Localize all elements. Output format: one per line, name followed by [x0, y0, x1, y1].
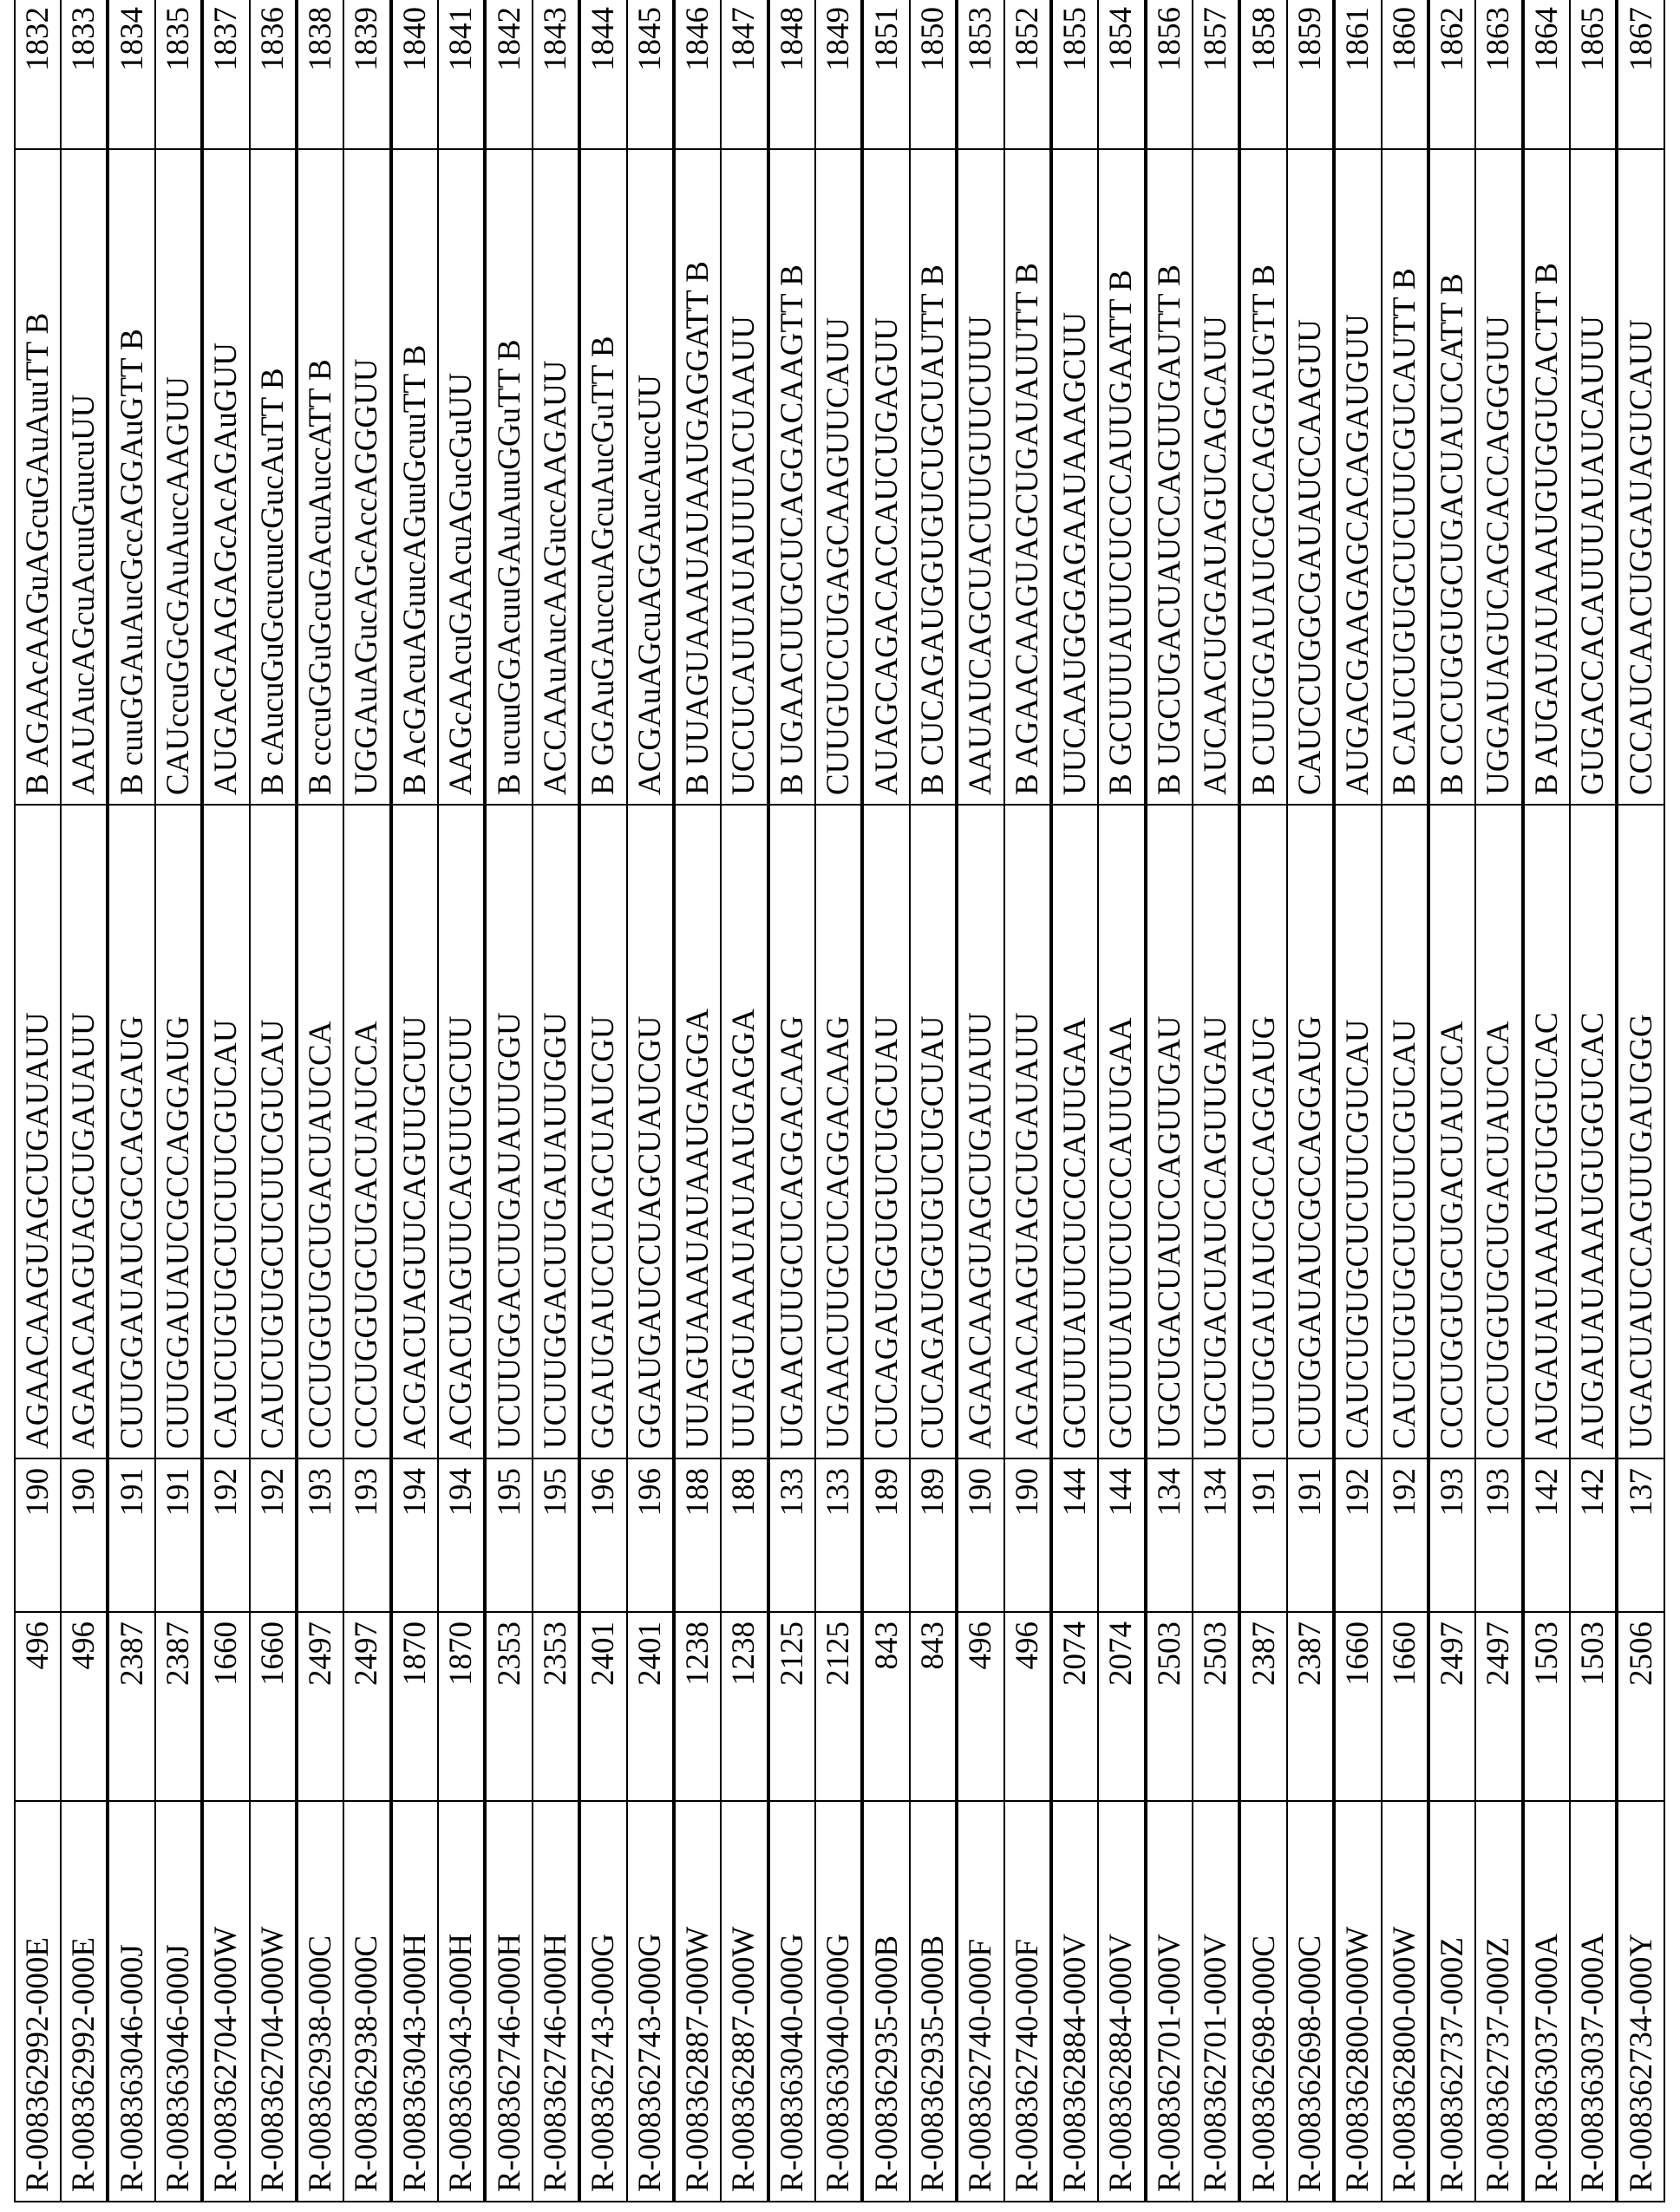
seq-id-cell: 1841 [438, 0, 485, 149]
duplex-id-cell: R-008362743-000G [627, 1801, 674, 2202]
seq-id-cell: 1838 [297, 0, 343, 149]
target-sequence-cell: CCCUGGUGCUGACUAUCCA [297, 805, 343, 1458]
duplex-id-cell: R-008363043-000H [391, 1801, 438, 2202]
duplex-id-cell: R-008362887-000W [721, 1801, 768, 2202]
table-row [250, 0, 297, 2202]
seq-id-cell: 1836 [250, 0, 297, 149]
duplex-id-cell: R-008362701-000V [1146, 1801, 1193, 2202]
region-cell: 188 [721, 1458, 768, 1612]
target-sequence-cell: UCUUGGACUUGAUAUUGGU [533, 805, 579, 1458]
position-cell: 496 [15, 1612, 61, 1801]
target-sequence-cell: CUUGGAUAUCGCCAGGAUG [155, 805, 202, 1458]
duplex-id-cell: R-008363046-000J [155, 1801, 202, 2202]
target-sequence-cell: CAUCUGUGCUCUUCGUCAU [202, 805, 249, 1458]
modified-sequence-cell: ACGAuAGcuAGGAucAuccUU [627, 149, 674, 805]
table-row [485, 0, 532, 2202]
region-cell: 134 [1193, 1458, 1239, 1612]
region-cell: 196 [579, 1458, 626, 1612]
target-sequence-cell: AUGAUAUAAAUGUGGUCAC [1523, 805, 1570, 1458]
target-sequence-cell: CUCAGAUGGUGUCUGCUAU [910, 805, 957, 1458]
table-row [61, 0, 108, 2202]
modified-sequence-cell: B cuuGGAuAucGccAGGAuGTT B [108, 149, 154, 805]
target-sequence-cell: UGAACUUGCUCAGGACAAG [768, 805, 815, 1458]
target-sequence-cell: AUGAUAUAAAUGUGGUCAC [1570, 805, 1617, 1458]
target-sequence-cell: CAUCUGUGCUCUUCGUCAU [1382, 805, 1428, 1458]
target-sequence-cell: UGCUGACUAUCCAGUUGAU [1146, 805, 1193, 1458]
region-cell: 190 [957, 1458, 1003, 1612]
region-cell: 194 [391, 1458, 438, 1612]
table-row [438, 0, 485, 2202]
seq-id-cell: 1839 [343, 0, 390, 149]
position-cell: 1870 [438, 1612, 485, 1801]
duplex-id-cell: R-008362992-000E [61, 1801, 108, 2202]
modified-sequence-cell: B AUGAUAUAAAUGUGGUCACTT B [1523, 149, 1570, 805]
seq-id-cell: 1855 [1051, 0, 1098, 149]
modified-sequence-cell: ACCAAuAucAAGuccAAGAUU [533, 149, 579, 805]
seq-id-cell: 1863 [1475, 0, 1522, 149]
table-row [1570, 0, 1617, 2202]
seq-id-cell: 1835 [155, 0, 202, 149]
duplex-id-cell: R-008362698-000C [1287, 1801, 1334, 2202]
table-row [1382, 0, 1428, 2202]
sirna-sequence-table [14, 0, 1665, 2202]
seq-id-cell: 1845 [627, 0, 674, 149]
position-cell: 2387 [108, 1612, 154, 1801]
target-sequence-cell: CUUGGAUAUCGCCAGGAUG [108, 805, 154, 1458]
region-cell: 188 [674, 1458, 721, 1612]
target-sequence-cell: AGAACAAGUAGCUGAUAUU [1004, 805, 1051, 1458]
duplex-id-cell: R-008362698-000C [1239, 1801, 1286, 2202]
modified-sequence-cell: B UGCUGACUAUCCAGUUGAUTT B [1146, 149, 1193, 805]
duplex-id-cell: R-008362737-000Z [1475, 1801, 1522, 2202]
modified-sequence-cell: CAUccuGGcGAuAuccAAGUU [155, 149, 202, 805]
table-row [1523, 0, 1570, 2202]
region-cell: 192 [250, 1458, 297, 1612]
target-sequence-cell: UGAACUUGCUCAGGACAAG [815, 805, 862, 1458]
seq-id-cell: 1847 [721, 0, 768, 149]
modified-sequence-cell: AUCAACUGGAUAGUCAGCAUU [1193, 149, 1239, 805]
modified-sequence-cell: CAUCCUGGCGAUAUCCAAGUU [1287, 149, 1334, 805]
target-sequence-cell: GGAUGAUCCUAGCUAUCGU [627, 805, 674, 1458]
position-cell: 1238 [674, 1612, 721, 1801]
table-row [343, 0, 390, 2202]
modified-sequence-cell: AUGAcGAAGAGcAcAGAuGUU [202, 149, 249, 805]
position-cell: 2074 [1051, 1612, 1098, 1801]
region-cell: 189 [910, 1458, 957, 1612]
seq-id-cell: 1840 [391, 0, 438, 149]
target-sequence-cell: CCCUGGUGCUGACUAUCCA [1428, 805, 1475, 1458]
modified-sequence-cell: AAGcAAcuGAAcuAGucGuUU [438, 149, 485, 805]
region-cell: 193 [1475, 1458, 1522, 1612]
target-sequence-cell: GCUUUAUUCUCCCAUUGAA [1051, 805, 1098, 1458]
modified-sequence-cell: UGGAUAGUCAGCACCAGGGUU [1475, 149, 1522, 805]
region-cell: 191 [155, 1458, 202, 1612]
table-body [15, 0, 1664, 2202]
table-row [1617, 0, 1664, 2202]
position-cell: 2497 [1428, 1612, 1475, 1801]
region-cell: 190 [1004, 1458, 1051, 1612]
seq-id-cell: 1834 [108, 0, 154, 149]
target-sequence-cell: AGAACAAGUAGCUGAUAUU [15, 805, 61, 1458]
duplex-id-cell: R-008362800-000W [1382, 1801, 1428, 2202]
region-cell: 190 [61, 1458, 108, 1612]
position-cell: 2497 [1475, 1612, 1522, 1801]
region-cell: 195 [533, 1458, 579, 1612]
modified-sequence-cell: B CCCUGGUGCUGACUAUCCATT B [1428, 149, 1475, 805]
table-row [533, 0, 579, 2202]
duplex-id-cell: R-008362734-000Y [1617, 1801, 1664, 2202]
region-cell: 189 [862, 1458, 909, 1612]
region-cell: 137 [1617, 1458, 1664, 1612]
seq-id-cell: 1867 [1617, 0, 1664, 149]
seq-id-cell: 1833 [61, 0, 108, 149]
seq-id-cell: 1849 [815, 0, 862, 149]
duplex-id-cell: R-008362884-000V [1098, 1801, 1145, 2202]
position-cell: 1870 [391, 1612, 438, 1801]
position-cell: 496 [61, 1612, 108, 1801]
region-cell: 191 [108, 1458, 154, 1612]
position-cell: 1660 [250, 1612, 297, 1801]
table-row [1098, 0, 1145, 2202]
position-cell: 2353 [533, 1612, 579, 1801]
region-cell: 133 [815, 1458, 862, 1612]
table-row [1051, 0, 1098, 2202]
region-cell: 192 [1382, 1458, 1428, 1612]
seq-id-cell: 1865 [1570, 0, 1617, 149]
region-cell: 134 [1146, 1458, 1193, 1612]
region-cell: 144 [1098, 1458, 1145, 1612]
position-cell: 496 [1004, 1612, 1051, 1801]
position-cell: 2497 [343, 1612, 390, 1801]
seq-id-cell: 1843 [533, 0, 579, 149]
region-cell: 196 [627, 1458, 674, 1612]
seq-id-cell: 1832 [15, 0, 61, 149]
table-row [1334, 0, 1381, 2202]
duplex-id-cell: R-008362800-000W [1334, 1801, 1381, 2202]
position-cell: 2387 [1239, 1612, 1286, 1801]
seq-id-cell: 1854 [1098, 0, 1145, 149]
seq-id-cell: 1859 [1287, 0, 1334, 149]
position-cell: 1660 [1382, 1612, 1428, 1801]
seq-id-cell: 1846 [674, 0, 721, 149]
table-row [815, 0, 862, 2202]
position-cell: 1238 [721, 1612, 768, 1801]
table-row [1004, 0, 1051, 2202]
region-cell: 142 [1570, 1458, 1617, 1612]
seq-id-cell: 1864 [1523, 0, 1570, 149]
duplex-id-cell: R-008362740-000F [957, 1801, 1003, 2202]
duplex-id-cell: R-008362701-000V [1193, 1801, 1239, 2202]
modified-sequence-cell: AUGACGAAGAGCACAGAUGUU [1334, 149, 1381, 805]
position-cell: 2503 [1193, 1612, 1239, 1801]
duplex-id-cell: R-008362935-000B [910, 1801, 957, 2202]
target-sequence-cell: UGCUGACUAUCCAGUUGAU [1193, 805, 1239, 1458]
modified-sequence-cell: B AGAAcAAGuAGcuGAuAuuTT B [15, 149, 61, 805]
seq-id-cell: 1850 [910, 0, 957, 149]
modified-sequence-cell: B AGAACAAGUAGCUGAUAUUTT B [1004, 149, 1051, 805]
modified-sequence-cell: AAUAUCAGCUACUUGUUCUUU [957, 149, 1003, 805]
duplex-id-cell: R-008363037-000A [1523, 1801, 1570, 2202]
modified-sequence-cell: B UUAGUAAAUAUAAUGAGGATT B [674, 149, 721, 805]
region-cell: 191 [1239, 1458, 1286, 1612]
duplex-id-cell: R-008362938-000C [297, 1801, 343, 2202]
duplex-id-cell: R-008362740-000F [1004, 1801, 1051, 2202]
region-cell: 142 [1523, 1458, 1570, 1612]
target-sequence-cell: CUUGGAUAUCGCCAGGAUG [1239, 805, 1286, 1458]
table-row [721, 0, 768, 2202]
position-cell: 843 [910, 1612, 957, 1801]
table-row [1287, 0, 1334, 2202]
region-cell: 191 [1287, 1458, 1334, 1612]
table-row [297, 0, 343, 2202]
seq-id-cell: 1851 [862, 0, 909, 149]
position-cell: 2387 [155, 1612, 202, 1801]
table-row [768, 0, 815, 2202]
duplex-id-cell: R-008363040-000G [768, 1801, 815, 2202]
target-sequence-cell: UUAGUAAAUAUAAUGAGGA [721, 805, 768, 1458]
table-row [910, 0, 957, 2202]
duplex-id-cell: R-008363046-000J [108, 1801, 154, 2202]
seq-id-cell: 1857 [1193, 0, 1239, 149]
modified-sequence-cell: GUGACCACAUUUAUAUCAUUU [1570, 149, 1617, 805]
region-cell: 193 [343, 1458, 390, 1612]
target-sequence-cell: ACGACUAGUUCAGUUGCUU [438, 805, 485, 1458]
target-sequence-cell: AGAACAAGUAGCUGAUAUU [61, 805, 108, 1458]
seq-id-cell: 1852 [1004, 0, 1051, 149]
target-sequence-cell: GCUUUAUUCUCCCAUUGAA [1098, 805, 1145, 1458]
modified-sequence-cell: B UGAACUUGCUCAGGACAAGTT B [768, 149, 815, 805]
region-cell: 193 [297, 1458, 343, 1612]
seq-id-cell: 1860 [1382, 0, 1428, 149]
region-cell: 192 [1334, 1458, 1381, 1612]
region-cell: 190 [15, 1458, 61, 1612]
duplex-id-cell: R-008362737-000Z [1428, 1801, 1475, 2202]
table-row [1428, 0, 1475, 2202]
table-row [957, 0, 1003, 2202]
position-cell: 496 [957, 1612, 1003, 1801]
modified-sequence-cell: CUUGUCCUGAGCAAGUUCAUU [815, 149, 862, 805]
target-sequence-cell: GGAUGAUCCUAGCUAUCGU [579, 805, 626, 1458]
position-cell: 1660 [202, 1612, 249, 1801]
duplex-id-cell: R-008363037-000A [1570, 1801, 1617, 2202]
position-cell: 2401 [579, 1612, 626, 1801]
region-cell: 195 [485, 1458, 532, 1612]
table-row [202, 0, 249, 2202]
region-cell: 192 [202, 1458, 249, 1612]
region-cell: 194 [438, 1458, 485, 1612]
position-cell: 1503 [1523, 1612, 1570, 1801]
modified-sequence-cell: B GCUUUAUUCUCCCAUUGAATT B [1098, 149, 1145, 805]
seq-id-cell: 1844 [579, 0, 626, 149]
rotated-table-container [14, 9, 1665, 2202]
seq-id-cell: 1853 [957, 0, 1003, 149]
target-sequence-cell: ACGACUAGUUCAGUUGCUU [391, 805, 438, 1458]
position-cell: 1503 [1570, 1612, 1617, 1801]
position-cell: 2497 [297, 1612, 343, 1801]
duplex-id-cell: R-008362935-000B [862, 1801, 909, 2202]
seq-id-cell: 1858 [1239, 0, 1286, 149]
target-sequence-cell: CAUCUGUGCUCUUCGUCAU [1334, 805, 1381, 1458]
target-sequence-cell: CCCUGGUGCUGACUAUCCA [1475, 805, 1522, 1458]
modified-sequence-cell: AAUAucAGcuAcuuGuucuUU [61, 149, 108, 805]
modified-sequence-cell: UUCAAUGGGAGAAUAAAGCUU [1051, 149, 1098, 805]
table-row [1146, 0, 1193, 2202]
position-cell: 843 [862, 1612, 909, 1801]
duplex-id-cell: R-008362884-000V [1051, 1801, 1098, 2202]
table-row [155, 0, 202, 2202]
duplex-id-cell: R-008362887-000W [674, 1801, 721, 2202]
target-sequence-cell: UUAGUAAAUAUAAUGAGGA [674, 805, 721, 1458]
position-cell: 2125 [815, 1612, 862, 1801]
modified-sequence-cell: B CAUCUGUGCUCUUCGUCAUTT B [1382, 149, 1428, 805]
position-cell: 2506 [1617, 1612, 1664, 1801]
target-sequence-cell: UCUUGGACUUGAUAUUGGU [485, 805, 532, 1458]
modified-sequence-cell: B AcGAcuAGuucAGuuGcuuTT B [391, 149, 438, 805]
seq-id-cell: 1862 [1428, 0, 1475, 149]
target-sequence-cell: CUCAGAUGGUGUCUGCUAU [862, 805, 909, 1458]
duplex-id-cell: R-008362746-000H [533, 1801, 579, 2202]
modified-sequence-cell: B ucuuGGAcuuGAuAuuGGuTT B [485, 149, 532, 805]
table-row [627, 0, 674, 2202]
table-row [391, 0, 438, 2202]
modified-sequence-cell: AUAGCAGACACCAUCUGAGUU [862, 149, 909, 805]
position-cell: 2074 [1098, 1612, 1145, 1801]
duplex-id-cell: R-008362938-000C [343, 1801, 390, 2202]
position-cell: 2353 [485, 1612, 532, 1801]
seq-id-cell: 1837 [202, 0, 249, 149]
region-cell: 133 [768, 1458, 815, 1612]
position-cell: 1660 [1334, 1612, 1381, 1801]
target-sequence-cell: CUUGGAUAUCGCCAGGAUG [1287, 805, 1334, 1458]
table-row [1475, 0, 1522, 2202]
modified-sequence-cell: B cccuGGuGcuGAcuAuccATT B [297, 149, 343, 805]
modified-sequence-cell: UGGAuAGucAGcAccAGGGUU [343, 149, 390, 805]
target-sequence-cell: CAUCUGUGCUCUUCGUCAU [250, 805, 297, 1458]
region-cell: 144 [1051, 1458, 1098, 1612]
duplex-id-cell: R-008362743-000G [579, 1801, 626, 2202]
modified-sequence-cell: B cAucuGuGcucuucGucAuTT B [250, 149, 297, 805]
duplex-id-cell: R-008363043-000H [438, 1801, 485, 2202]
table-row [108, 0, 154, 2202]
position-cell: 2401 [627, 1612, 674, 1801]
seq-id-cell: 1856 [1146, 0, 1193, 149]
duplex-id-cell: R-008362992-000E [15, 1801, 61, 2202]
table-row [1239, 0, 1286, 2202]
duplex-id-cell: R-008362704-000W [250, 1801, 297, 2202]
seq-id-cell: 1848 [768, 0, 815, 149]
target-sequence-cell: AGAACAAGUAGCUGAUAUU [957, 805, 1003, 1458]
table-row [674, 0, 721, 2202]
table-row [862, 0, 909, 2202]
duplex-id-cell: R-008362746-000H [485, 1801, 532, 2202]
modified-sequence-cell: B CUUGGAUAUCGCCAGGAUGTT B [1239, 149, 1286, 805]
duplex-id-cell: R-008362704-000W [202, 1801, 249, 2202]
target-sequence-cell: UGACUAUCCAGUUGAUGGG [1617, 805, 1664, 1458]
table-row [15, 0, 61, 2202]
target-sequence-cell: CCCUGGUGCUGACUAUCCA [343, 805, 390, 1458]
modified-sequence-cell: B CUCAGAUGGUGUCUGCUAUTT B [910, 149, 957, 805]
seq-id-cell: 1842 [485, 0, 532, 149]
table-row [1193, 0, 1239, 2202]
position-cell: 2503 [1146, 1612, 1193, 1801]
position-cell: 2387 [1287, 1612, 1334, 1801]
modified-sequence-cell: CCCAUCAACUGGAUAGUCAUU [1617, 149, 1664, 805]
region-cell: 193 [1428, 1458, 1475, 1612]
table-row [579, 0, 626, 2202]
position-cell: 2125 [768, 1612, 815, 1801]
duplex-id-cell: R-008363040-000G [815, 1801, 862, 2202]
seq-id-cell: 1861 [1334, 0, 1381, 149]
modified-sequence-cell: UCCUCAUUAUAUUUACUAAUU [721, 149, 768, 805]
modified-sequence-cell: B GGAuGAuccuAGcuAucGuTT B [579, 149, 626, 805]
